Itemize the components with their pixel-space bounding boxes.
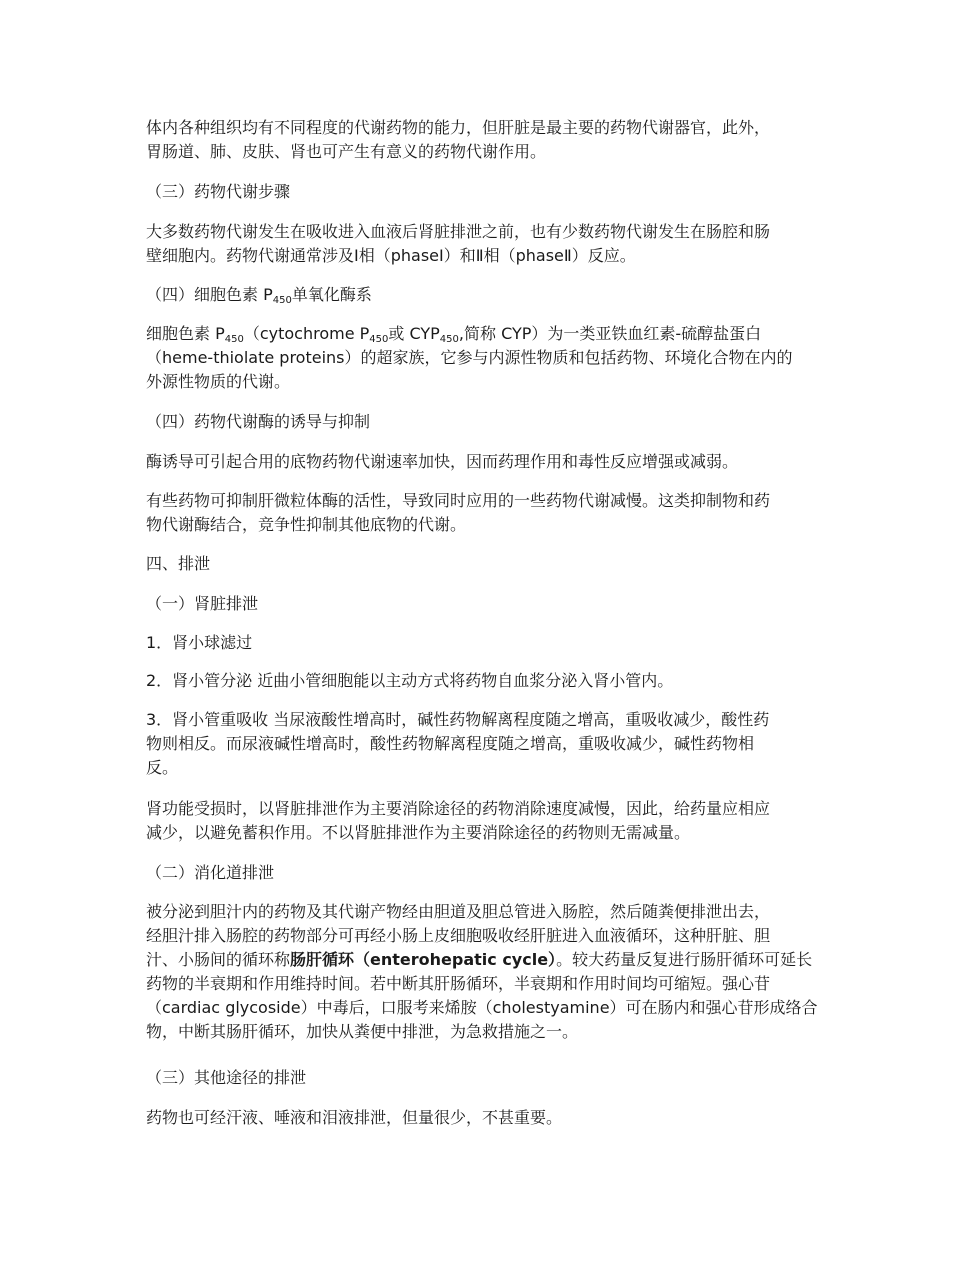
heading-metabolism-steps — [146, 180, 846, 204]
heading-text: （一）肾脏排泄 — [146, 594, 259, 613]
subscript: 450 — [272, 295, 292, 306]
text-line: 反。 — [146, 758, 179, 777]
list-item-glomerular-filtration — [146, 631, 846, 655]
text-line: 体内各种组织均有不同程度的代谢药物的能力，但肝脏是最主要的药物代谢器官，此外， — [146, 118, 771, 137]
text-line: 物，中断其肠肝循环，加快从粪便中排泄，为急救措施之一。 — [146, 1022, 579, 1041]
paragraph-other-excretion — [146, 1106, 846, 1130]
text-part: 汁、小肠间的循环称 — [146, 950, 291, 969]
text-line: 外源性物质的代谢。 — [146, 372, 291, 391]
text-line: 3．肾小管重吸收 当尿液酸性增高时，碱性药物解离程度随之增高，重吸收减少，酸性药 — [146, 710, 770, 729]
paragraph-cyp450-definition — [146, 322, 846, 394]
text-part: 或 CYP — [388, 324, 440, 343]
heading-text: （三）其他途径的排泄 — [146, 1068, 307, 1087]
paragraph-enterohepatic-cycle — [146, 900, 846, 1044]
text-line: 酶诱导可引起合用的底物药物代谢速率加快，因而药理作用和毒性反应增强或减弱。 — [146, 452, 739, 471]
heading-enzyme-induction — [146, 410, 846, 434]
paragraph-renal-impairment — [146, 797, 846, 845]
text-line: 药物也可经汗液、唾液和泪液排泄，但量很少，不甚重要。 — [146, 1108, 563, 1127]
text-line: 大多数药物代谢发生在吸收进入血液后肾脏排泄之前，也有少数药物代谢发生在肠腔和肠 — [146, 222, 771, 241]
text-line: 肾功能受损时，以肾脏排泄作为主要消除途径的药物消除速度减慢，因此，给药量应相应 — [146, 799, 771, 818]
subscript: 450 — [439, 334, 459, 345]
heading-text: （二）消化道排泄 — [146, 863, 275, 882]
text-line: 1．肾小球滤过 — [146, 633, 253, 652]
text-part: ,简称 CYP）为一类亚铁血红素-硫醇盐蛋白 — [458, 324, 762, 343]
text-line — [146, 948, 846, 972]
paragraph-tissue-metabolism — [146, 116, 846, 164]
heading-other-excretion — [146, 1066, 846, 1090]
bold-term: 肠肝循环（enterohepatic cycle） — [290, 950, 557, 969]
text-line: 胃肠道、肺、皮肤、肾也可产生有意义的药物代谢作用。 — [146, 142, 547, 161]
text-part: 。较大药量反复进行肠肝循环可延长 — [556, 950, 813, 969]
text-line: 有些药物可抑制肝微粒体酶的活性，导致同时应用的一些药物代谢减慢。这类抑制物和药 — [146, 491, 771, 510]
subscript: 450 — [224, 334, 244, 345]
text-line: 被分泌到胆汁内的药物及其代谢产物经由胆道及胆总管进入肠腔，然后随粪便排泄出去， — [146, 902, 771, 921]
text-line: 物则相反。而尿液碱性增高时，酸性药物解离程度随之增高，重吸收减少，碱性药物相 — [146, 734, 755, 753]
paragraph-enzyme-inhibition — [146, 489, 846, 537]
text-line: 2．肾小管分泌 近曲小管细胞能以主动方式将药物自血浆分泌入肾小管内。 — [146, 671, 674, 690]
heading-part: 单氧化酶系 — [291, 285, 372, 304]
text-line: （cardiac glycoside）中毒后，口服考来烯胺（cholestyamine）可在肠内和强心苷形成络合 — [146, 998, 818, 1017]
text-line: 物代谢酶结合，竞争性抑制其他底物的代谢。 — [146, 515, 467, 534]
heading-excretion — [146, 552, 846, 576]
text-line — [146, 322, 846, 346]
heading-text: （三）药物代谢步骤 — [146, 182, 291, 201]
text-line: 减少，以避免蓄积作用。不以肾脏排泄作为主要消除途径的药物则无需减量。 — [146, 823, 691, 842]
subscript: 450 — [369, 334, 389, 345]
list-item-tubular-secretion — [146, 669, 846, 693]
text-part: 细胞色素 P — [146, 324, 225, 343]
text-part: （cytochrome P — [243, 324, 370, 343]
paragraph-enzyme-induction — [146, 450, 846, 474]
text-line: 药物的半衰期和作用维持时间。若中断其肝肠循环，半衰期和作用时间均可缩短。强心苷 — [146, 974, 771, 993]
paragraph-metabolism-sites — [146, 220, 846, 268]
text-line: （heme-thiolate proteins）的超家族，它参与内源性物质和包括药物、环境化合物在内的 — [146, 348, 793, 367]
heading-cyp450 — [146, 283, 846, 307]
heading-text — [146, 283, 846, 307]
text-line: 经胆汁排入肠腔的药物部分可再经小肠上皮细胞吸收经肝脏进入血液循环，这种肝脏、胆 — [146, 926, 771, 945]
text-line: 壁细胞内。药物代谢通常涉及Ⅰ相（phaseⅠ）和Ⅱ相（phaseⅡ）反应。 — [146, 246, 636, 265]
heading-digestive-excretion — [146, 861, 846, 885]
heading-renal-excretion — [146, 592, 846, 616]
heading-part: （四）细胞色素 P — [146, 285, 273, 304]
heading-text: （四）药物代谢酶的诱导与抑制 — [146, 412, 371, 431]
heading-text: 四、排泄 — [146, 554, 211, 573]
list-item-tubular-reabsorption — [146, 708, 846, 780]
